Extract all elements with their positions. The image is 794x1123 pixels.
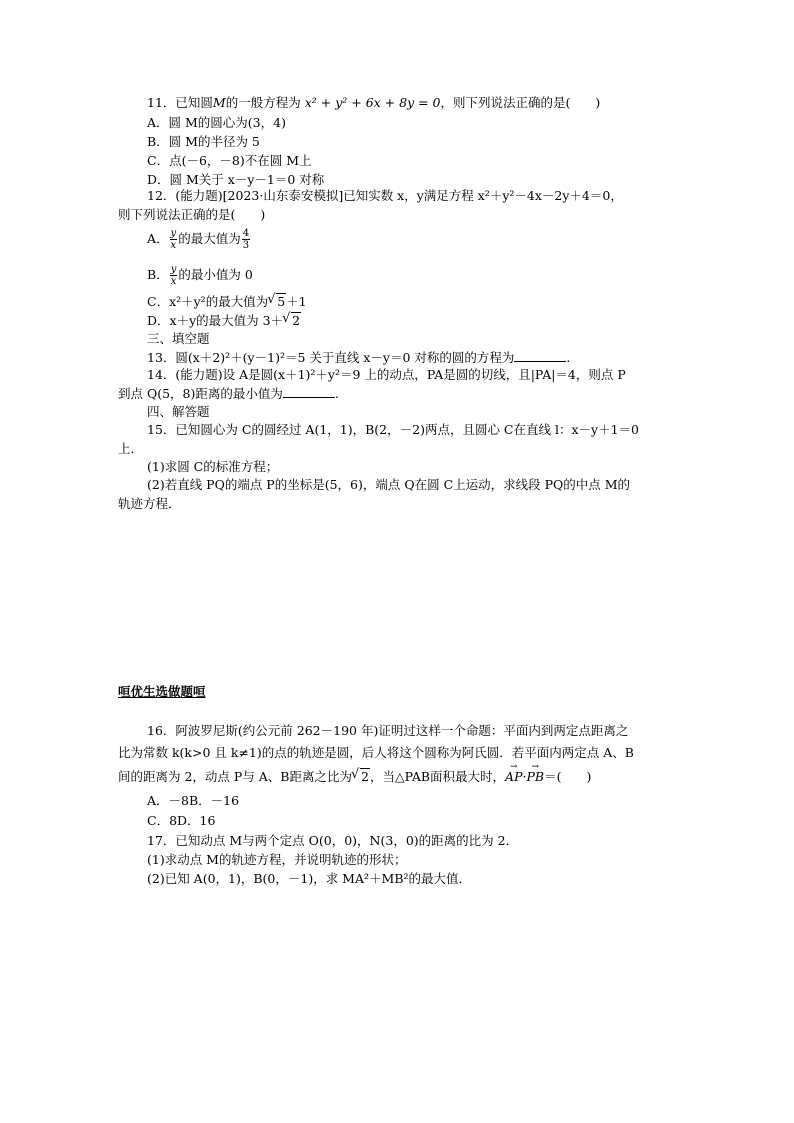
vector-pb: → PB — [526, 768, 544, 786]
q12-stem-line1: 12．(能力题)[2023·山东泰安模拟]已知实数 x，y满足方程 x²＋y²－4x－2y＋4＝0， — [147, 188, 623, 203]
sqrt-2: √ 2 — [283, 312, 301, 330]
q16-line3: 间的距离为 2，动点 P与 A、B距离之比为√ 2，当△PAB面积最大时，→ AP·→ PB＝( ) — [118, 768, 591, 786]
section-fill-in-heading: 三、填空题 — [147, 331, 210, 346]
fraction-4-over-3: $\frac{4}{3}$ — [242, 228, 250, 251]
q16-options-ab: A．－8B．－16 — [147, 793, 240, 808]
q16-line2: 比为常数 k(k>0 且 k≠1)的点的轨迹是圆，后人将这个圆称为阿氏圆．若平面内两定点 A、B — [118, 745, 634, 760]
q15-line1: 15．已知圆心为 C的圆经过 A(1，1)，B(2，－2)两点，且圆心 C在直线 l：x－y＋1＝0 — [147, 422, 639, 437]
q16-options-cd: C．8D．16 — [147, 813, 216, 828]
q15-part2-line1: (2)若直线 PQ的端点 P的坐标是(5，6)，端点 Q在圆 C上运动，求线段 PQ的中点 M的 — [147, 477, 631, 492]
q15-line2: 上． — [118, 441, 144, 456]
sqrt-5: √ 5 — [268, 293, 286, 311]
q14-line2: 到点 Q(5，8)距离的最小值为 . — [118, 386, 339, 401]
q17-line1: 17．已知动点 M与两个定点 O(0，0)，N(3，0)的距离的比为 2． — [147, 833, 519, 848]
section-solve-heading: 四、解答题 — [147, 404, 210, 419]
section-advanced-heading: 咺优生选做题咺 — [118, 684, 206, 699]
fraction-y-over-x: $\frac{y}{x}$ — [170, 228, 177, 251]
q16-line1: 16．阿波罗尼斯(约公元前 262－190 年)证明过这样一个命题：平面内到两定点距离之 — [147, 723, 629, 738]
q12-option-c: C．x²＋y²的最大值为√ 5＋1 — [147, 293, 307, 311]
q11-option-c: C．点(－6，－8)不在圆 M上 — [147, 153, 312, 168]
q17-part1: (1)求动点 M的轨迹方程，并说明轨迹的形状； — [147, 852, 407, 867]
fraction-y-over-x: $\frac{y}{x}$ — [170, 264, 177, 287]
q13: 13．圆(x＋2)²＋(y－1)²＝5 关于直线 x－y＝0 对称的圆的方程为 . — [147, 350, 571, 365]
q12-option-a: A． $\frac{y}{x}$ 的最大值为 $\frac{4}{3}$ — [147, 228, 250, 251]
q11-option-a: A．圆 M的圆心为(3，4) — [147, 115, 286, 130]
q15-part2-line2: 轨迹方程． — [118, 496, 181, 511]
q12-option-d: D．x＋y的最大值为 3＋√ 2 — [147, 312, 301, 330]
q11-option-d: D．圆 M关于 x－y－1＝0 对称 — [147, 172, 325, 187]
q12-option-b: B． $\frac{y}{x}$ 的最小值为 0 — [147, 264, 253, 287]
q17-part2: (2)已知 A(0，1)，B(0，－1)，求 MA²＋MB²的最大值． — [147, 871, 472, 886]
vector-ap: → AP — [505, 768, 522, 786]
q15-part1: (1)求圆 C的标准方程； — [147, 459, 279, 474]
q11-option-b: B．圆 M的半径为 5 — [147, 134, 260, 149]
q11-stem: 11．已知圆M的一般方程为 x² + y² + 6x + 8y = 0，则下列说法正确的是( ) — [147, 95, 601, 110]
q14-line1: 14．(能力题)设 A是圆(x＋1)²＋y²＝9 上的动点，PA是圆的切线，且|PA|＝4，则点 P — [147, 367, 626, 382]
answer-blank[interactable] — [283, 386, 335, 398]
q12-stem-line2: 则下列说法正确的是( ) — [118, 207, 266, 222]
answer-blank[interactable] — [514, 350, 566, 362]
sqrt-2: √ 2 — [352, 768, 370, 786]
